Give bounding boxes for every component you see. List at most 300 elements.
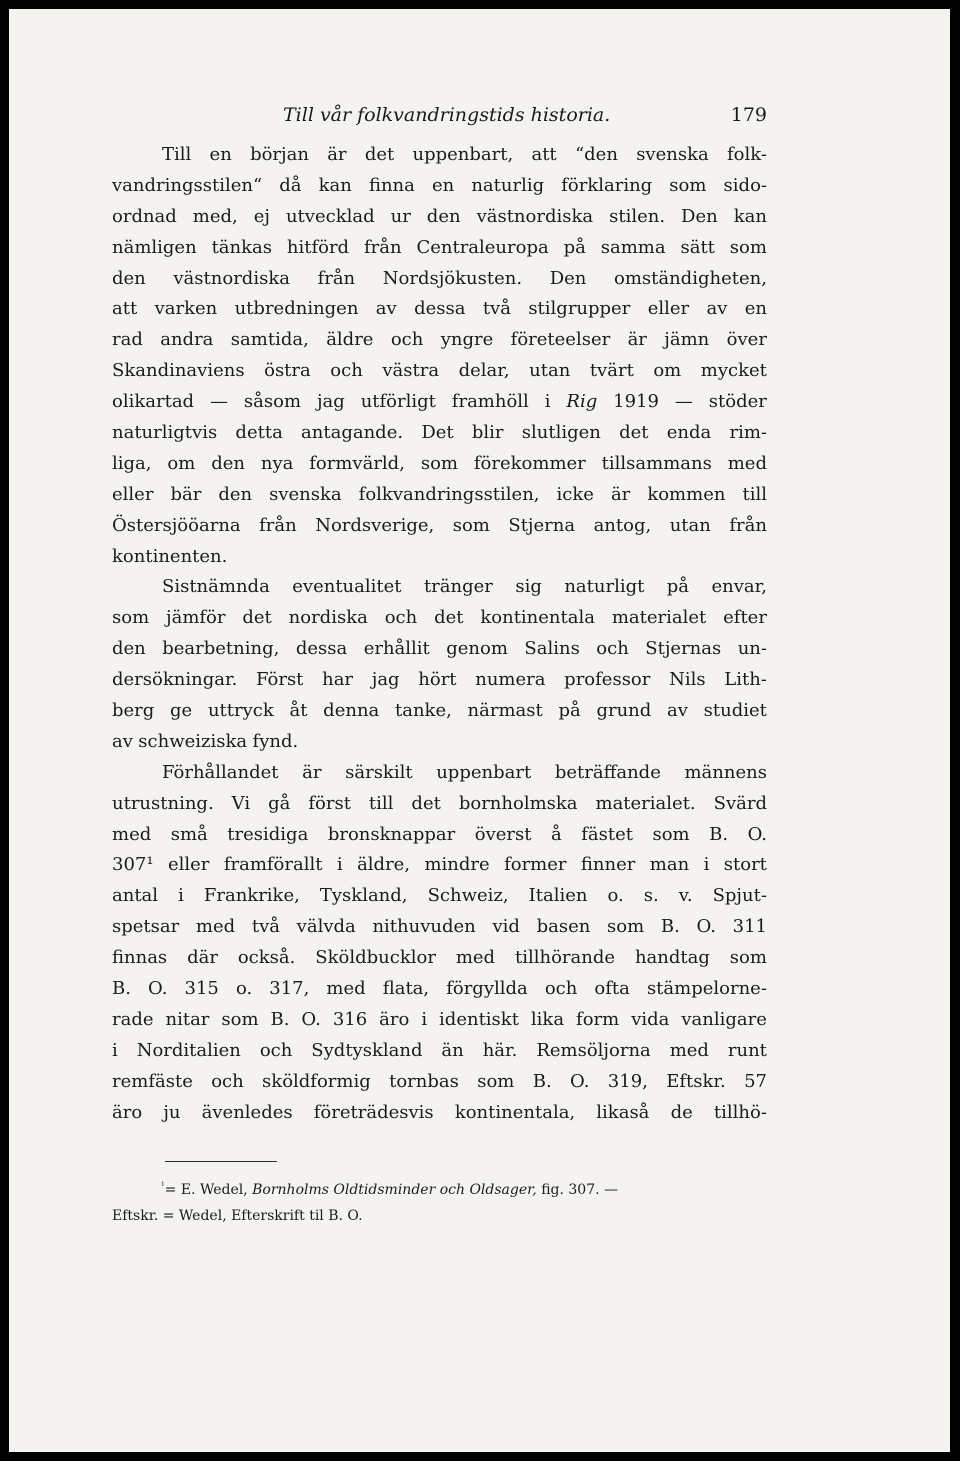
word: varken bbox=[154, 298, 218, 320]
word: Frankrike, bbox=[203, 885, 300, 907]
word: o. bbox=[607, 885, 624, 907]
word: det bbox=[364, 144, 395, 165]
word: förklaring bbox=[561, 174, 653, 196]
text-line bbox=[112, 634, 767, 665]
word: av bbox=[667, 700, 688, 722]
word: samtida, bbox=[230, 329, 309, 351]
word: O. bbox=[301, 1008, 321, 1030]
word: sköldformig bbox=[262, 1070, 371, 1092]
word: ävenledes bbox=[201, 1101, 293, 1123]
word: med bbox=[669, 1039, 709, 1061]
word: o. bbox=[235, 978, 253, 1000]
word: Tyskland, bbox=[319, 885, 408, 907]
word: två bbox=[482, 298, 511, 320]
word: professor bbox=[564, 669, 651, 691]
word: Italien bbox=[528, 885, 588, 907]
word: de bbox=[670, 1101, 693, 1123]
word: är bbox=[302, 761, 322, 783]
word: s. bbox=[643, 885, 659, 907]
word: ordnad bbox=[112, 205, 177, 227]
running-header bbox=[112, 104, 767, 134]
word: 307¹ bbox=[112, 854, 154, 876]
word: tresidiga bbox=[227, 823, 309, 845]
word: Svärd bbox=[713, 792, 767, 814]
word: genom bbox=[446, 638, 508, 660]
word: fästet bbox=[581, 823, 633, 845]
page-number: 179 bbox=[730, 104, 767, 126]
word: O. bbox=[747, 823, 767, 845]
word: med bbox=[195, 916, 236, 938]
word: och bbox=[330, 360, 363, 382]
word: i bbox=[703, 854, 710, 876]
word: ur bbox=[390, 205, 411, 227]
word: äldre bbox=[326, 329, 374, 351]
word: vida bbox=[631, 1008, 670, 1030]
word: omständigheten, bbox=[613, 267, 767, 289]
word: Skandinaviens bbox=[112, 360, 245, 382]
word: envar, bbox=[711, 576, 767, 598]
word: det bbox=[434, 607, 464, 629]
word: utan bbox=[529, 360, 571, 382]
footnote-line-2: Eftskr. = Wedel, Efterskrift til B. O. bbox=[112, 1208, 363, 1224]
word: början bbox=[250, 144, 309, 165]
text-line bbox=[112, 665, 767, 696]
word: v. bbox=[678, 885, 693, 907]
word: i bbox=[336, 854, 343, 876]
text-line bbox=[112, 202, 767, 233]
word: flata, bbox=[382, 978, 430, 1000]
text-line bbox=[112, 140, 767, 171]
word: äro bbox=[112, 1101, 143, 1123]
word: den bbox=[211, 452, 245, 474]
word: slutligen bbox=[521, 422, 601, 444]
text-line bbox=[112, 881, 767, 912]
text-line bbox=[112, 572, 767, 603]
word: un- bbox=[737, 638, 767, 660]
word: vanligare bbox=[681, 1008, 767, 1030]
word: Schweiz, bbox=[427, 885, 509, 907]
footnotes bbox=[112, 1177, 780, 1229]
word: särskilt bbox=[345, 761, 413, 783]
word: där bbox=[187, 947, 218, 969]
word: den bbox=[426, 205, 461, 227]
word: 311 bbox=[732, 916, 767, 938]
word: av bbox=[375, 298, 397, 320]
word: Stjernas bbox=[645, 638, 722, 660]
word: denna bbox=[323, 700, 380, 722]
word: kommen bbox=[647, 483, 726, 505]
text-line bbox=[112, 449, 767, 480]
word: och bbox=[390, 329, 424, 351]
word: en bbox=[209, 144, 232, 165]
word: lika bbox=[530, 1008, 565, 1030]
word: bär bbox=[170, 483, 202, 505]
word: som bbox=[112, 607, 150, 629]
word: västnordiska bbox=[476, 205, 594, 227]
word: och bbox=[596, 638, 629, 660]
word: i bbox=[178, 885, 184, 907]
word: å bbox=[550, 823, 562, 845]
word: grund bbox=[596, 700, 652, 722]
word: ofta bbox=[594, 978, 630, 1000]
word: utbredningen bbox=[234, 298, 359, 320]
word: som bbox=[729, 947, 767, 969]
word: vandringsstilen“ bbox=[112, 174, 263, 196]
word: tornbas bbox=[389, 1070, 459, 1092]
footnote-suffix: fig. 307. — bbox=[536, 1182, 619, 1198]
word: yngre bbox=[440, 329, 494, 351]
word: det bbox=[411, 792, 441, 814]
word: Eftskr. bbox=[666, 1070, 726, 1092]
word: nämligen bbox=[112, 236, 197, 258]
word: och bbox=[544, 978, 578, 1000]
text-line bbox=[112, 356, 767, 387]
word: efter bbox=[723, 607, 767, 629]
word: eller bbox=[647, 298, 690, 320]
word: ej bbox=[253, 205, 270, 227]
word: nithuvuden bbox=[372, 916, 476, 938]
word: den bbox=[112, 638, 146, 660]
word: enda bbox=[666, 422, 712, 444]
word: 57 bbox=[744, 1070, 767, 1092]
word: blir bbox=[471, 422, 504, 444]
word: som bbox=[669, 174, 707, 196]
word: O. bbox=[148, 978, 168, 1000]
word: männens bbox=[684, 761, 767, 783]
word: Först bbox=[256, 669, 304, 691]
word: materialet. bbox=[595, 792, 696, 814]
word: tränger bbox=[423, 576, 493, 598]
word: rad bbox=[112, 329, 143, 351]
word: förekommer bbox=[473, 452, 586, 474]
word: finner bbox=[580, 854, 636, 876]
word: nordiska bbox=[288, 607, 368, 629]
word: i bbox=[112, 1039, 118, 1061]
word: B. bbox=[709, 823, 729, 845]
word: Nordsjökusten. bbox=[382, 267, 523, 289]
word: i bbox=[544, 391, 551, 413]
word: tillhörande bbox=[514, 947, 616, 969]
word: jag bbox=[371, 669, 400, 691]
body-text bbox=[112, 140, 767, 1129]
word: icke bbox=[556, 483, 594, 505]
word: tvärt bbox=[589, 360, 634, 382]
word: två bbox=[251, 916, 280, 938]
word: den bbox=[112, 267, 146, 289]
text-line bbox=[112, 1098, 767, 1129]
word: eller bbox=[167, 854, 210, 876]
word: såsom bbox=[243, 391, 302, 413]
word: eller bbox=[112, 483, 154, 505]
word: B. bbox=[532, 1070, 552, 1092]
word: sig bbox=[515, 576, 542, 598]
footnote-work-title: Bornholms Oldtidsminder och Oldsager, bbox=[252, 1182, 537, 1198]
word: små bbox=[170, 823, 208, 845]
word: då bbox=[279, 174, 302, 196]
word: äldre, bbox=[357, 854, 411, 876]
word: tillhö- bbox=[713, 1101, 767, 1123]
word: från bbox=[259, 514, 297, 536]
word: — bbox=[210, 391, 228, 413]
word: jag bbox=[316, 391, 345, 413]
word: bronsknappar bbox=[327, 823, 456, 845]
word: ju bbox=[163, 1101, 181, 1123]
word: med, bbox=[192, 205, 238, 227]
word: Stjerna bbox=[508, 514, 576, 536]
word: Det bbox=[421, 422, 454, 444]
word: om bbox=[167, 452, 196, 474]
word: från bbox=[317, 267, 356, 289]
word: bearbetning, bbox=[162, 638, 280, 660]
word: berg bbox=[112, 700, 155, 722]
word: olikartad bbox=[112, 391, 195, 413]
word: närmast bbox=[467, 700, 543, 722]
word: Förhållandet bbox=[162, 761, 279, 783]
word: kontinenten. bbox=[112, 545, 228, 567]
text-line bbox=[112, 603, 767, 634]
text-line bbox=[112, 696, 767, 727]
word: runt bbox=[727, 1039, 767, 1061]
word: med bbox=[727, 452, 767, 474]
word: som bbox=[477, 1070, 515, 1092]
word: här. bbox=[482, 1039, 518, 1061]
footnote-marker: ¹ bbox=[161, 1181, 165, 1192]
text-line bbox=[112, 325, 767, 356]
word: tillsammans bbox=[601, 452, 712, 474]
text-line bbox=[112, 850, 767, 881]
word: kan bbox=[733, 205, 767, 227]
word: handtag bbox=[634, 947, 710, 969]
word: basen bbox=[536, 916, 591, 938]
word: antal bbox=[112, 885, 159, 907]
word: 316 bbox=[332, 1008, 368, 1030]
word: Remsöljorna bbox=[536, 1039, 651, 1061]
word: över bbox=[726, 329, 767, 351]
word: äro bbox=[379, 1008, 410, 1030]
word: O. bbox=[696, 916, 716, 938]
word: schweiziska bbox=[138, 730, 248, 752]
word: med bbox=[455, 947, 496, 969]
word: stilgrupper bbox=[528, 298, 631, 320]
word: utförligt bbox=[360, 391, 436, 413]
word: och bbox=[211, 1070, 244, 1092]
word: stort bbox=[723, 854, 767, 876]
word: som bbox=[221, 1008, 259, 1030]
word: B. bbox=[270, 1008, 290, 1030]
word: åt bbox=[289, 700, 308, 722]
word: likaså bbox=[596, 1101, 650, 1123]
word: Vi bbox=[231, 792, 251, 814]
word: som bbox=[652, 823, 690, 845]
word: Centraleuropa bbox=[416, 236, 549, 258]
word: Nordsverige, bbox=[315, 514, 435, 536]
word: antagande. bbox=[301, 422, 404, 444]
text-line bbox=[112, 1067, 767, 1098]
text-line bbox=[112, 387, 767, 418]
word: — bbox=[674, 391, 693, 413]
word: Den bbox=[549, 267, 587, 289]
running-title: Till vår folkvandringstids historia. bbox=[283, 104, 611, 126]
footnote-line-1 bbox=[112, 1177, 780, 1203]
word: framförallt bbox=[223, 854, 323, 876]
word: med bbox=[112, 823, 152, 845]
word: på bbox=[558, 700, 581, 722]
word: samma bbox=[600, 236, 666, 258]
word: av bbox=[706, 298, 728, 320]
word: jämn bbox=[664, 329, 710, 351]
word: B. bbox=[660, 916, 680, 938]
word: formvärld, bbox=[309, 452, 405, 474]
word: nitar bbox=[165, 1008, 210, 1030]
word: eventualitet bbox=[292, 576, 402, 598]
word: utvecklad bbox=[285, 205, 375, 227]
word: beträffande bbox=[554, 761, 661, 783]
word: östra bbox=[264, 360, 311, 382]
word: B. bbox=[112, 978, 131, 1000]
word: numera bbox=[475, 669, 546, 691]
text-line bbox=[112, 727, 767, 758]
word: rim- bbox=[729, 422, 767, 444]
text-line bbox=[112, 1036, 767, 1067]
word: först bbox=[308, 792, 351, 814]
text-line bbox=[112, 820, 767, 851]
word: är bbox=[627, 329, 647, 351]
word: stämpelorne- bbox=[646, 978, 767, 1000]
text-line bbox=[112, 974, 767, 1005]
word: Sydtyskland bbox=[311, 1039, 423, 1061]
word: kontinentala bbox=[480, 607, 595, 629]
word: av bbox=[112, 730, 133, 752]
text-line bbox=[112, 542, 767, 573]
word: andra bbox=[160, 329, 214, 351]
word: svenska bbox=[269, 483, 342, 505]
word: är bbox=[327, 144, 347, 165]
word: kontinentala, bbox=[454, 1101, 576, 1123]
word: sido- bbox=[723, 174, 767, 196]
word: företrädesvis bbox=[313, 1101, 434, 1123]
word: västnordiska bbox=[173, 267, 290, 289]
word: studiet bbox=[703, 700, 767, 722]
word: på bbox=[666, 576, 690, 598]
word: som bbox=[452, 514, 490, 536]
word: har bbox=[322, 669, 354, 691]
word: och bbox=[384, 607, 418, 629]
word: mindre bbox=[424, 854, 490, 876]
word: delar, bbox=[458, 360, 510, 382]
word: hört bbox=[418, 669, 457, 691]
text-line bbox=[112, 480, 767, 511]
word: än bbox=[441, 1039, 464, 1061]
word: spetsar bbox=[112, 916, 180, 938]
word: som bbox=[420, 452, 458, 474]
word: uppenbart bbox=[436, 761, 532, 783]
word: dessa bbox=[295, 638, 348, 660]
word: som bbox=[607, 916, 645, 938]
text-line bbox=[112, 943, 767, 974]
word: Sistnämnda bbox=[162, 576, 270, 598]
word: nya bbox=[260, 452, 294, 474]
word: att bbox=[531, 144, 557, 165]
word: Den bbox=[681, 205, 718, 227]
word: Till bbox=[162, 144, 192, 165]
word: som bbox=[729, 236, 767, 258]
word: 315 bbox=[184, 978, 219, 1000]
word: naturligtvis bbox=[112, 422, 218, 444]
word: Sköldbucklor bbox=[315, 947, 436, 969]
text-line bbox=[112, 294, 767, 325]
word: kan bbox=[318, 174, 352, 196]
word: folkvandringsstilen, bbox=[358, 483, 540, 505]
text-line bbox=[112, 1005, 767, 1036]
word: välvda bbox=[296, 916, 356, 938]
word: till bbox=[368, 792, 394, 814]
word: fynd. bbox=[252, 730, 299, 752]
word: det bbox=[242, 607, 272, 629]
word: uppenbart, bbox=[412, 144, 514, 165]
word: finnas bbox=[112, 947, 168, 969]
word: 1919 bbox=[613, 391, 659, 413]
word: former bbox=[504, 854, 567, 876]
word: att bbox=[112, 298, 138, 320]
word: rade bbox=[112, 1008, 154, 1030]
text-line bbox=[112, 758, 767, 789]
word: förgyllda bbox=[446, 978, 528, 1000]
word: på bbox=[563, 236, 586, 258]
word: Rig bbox=[566, 391, 598, 413]
word: identiskt bbox=[439, 1008, 519, 1030]
word: också. bbox=[237, 947, 296, 969]
word: tänkas bbox=[211, 236, 272, 258]
word: hitförd bbox=[286, 236, 350, 258]
word: 317, bbox=[269, 978, 310, 1000]
word: jämför bbox=[166, 607, 226, 629]
word: från bbox=[363, 236, 402, 258]
word: Lith- bbox=[724, 669, 767, 691]
text-line bbox=[112, 511, 767, 542]
word: svenska bbox=[636, 144, 709, 165]
footnote-separator bbox=[165, 1161, 277, 1162]
word: 319, bbox=[607, 1070, 648, 1092]
word: stilen. bbox=[609, 205, 666, 227]
word: mycket bbox=[700, 360, 767, 382]
word: materialet bbox=[611, 607, 707, 629]
word: gå bbox=[268, 792, 291, 814]
text-line bbox=[112, 233, 767, 264]
word: remfäste bbox=[112, 1070, 193, 1092]
word: den bbox=[218, 483, 253, 505]
text-line bbox=[112, 264, 767, 295]
word: finna bbox=[368, 174, 415, 196]
word: bornholmska bbox=[458, 792, 578, 814]
word: tanke, bbox=[394, 700, 452, 722]
word: uttryck bbox=[207, 700, 274, 722]
word: till bbox=[742, 483, 767, 505]
word: utrustning. bbox=[112, 792, 214, 814]
word: Norditalien bbox=[136, 1039, 241, 1061]
word: dessa bbox=[414, 298, 466, 320]
word: naturlig bbox=[471, 174, 545, 196]
word: Salins bbox=[524, 638, 580, 660]
footnote-prefix: = E. Wedel, bbox=[164, 1182, 253, 1198]
word: ge bbox=[170, 700, 193, 722]
word: Spjut- bbox=[712, 885, 767, 907]
word: antog, bbox=[593, 514, 652, 536]
word: en bbox=[744, 298, 767, 320]
word: utan bbox=[669, 514, 711, 536]
word: vid bbox=[492, 916, 520, 938]
word: västra bbox=[382, 360, 440, 382]
word: överst bbox=[474, 823, 532, 845]
